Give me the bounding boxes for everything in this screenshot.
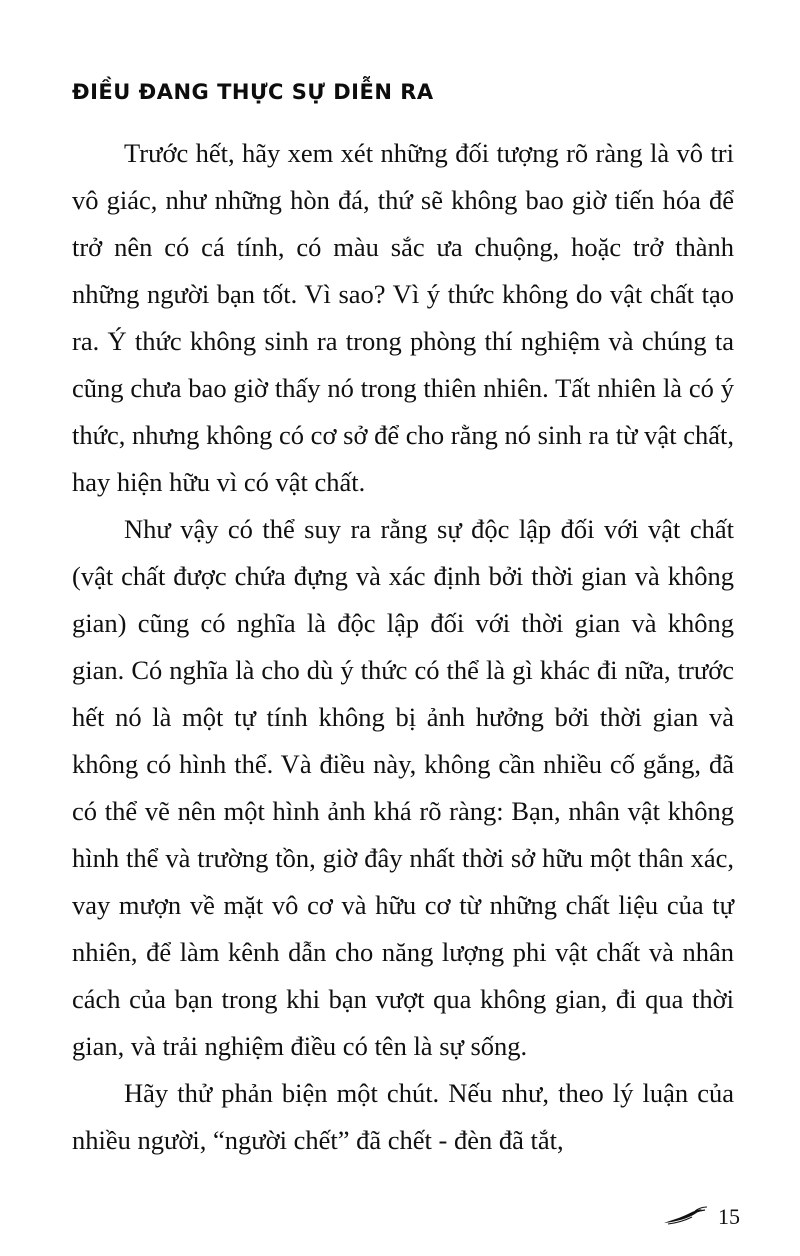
paragraph: Hãy thử phản biện một chút. Nếu như, theo lý luận của nhiều người, “người chết” đã chết - đèn đã tắt, [72, 1078, 734, 1155]
body-text [72, 130, 740, 1164]
page-number: 15 [718, 1204, 740, 1229]
paragraph: Như vậy có thể suy ra rằng sự độc lập đối với vật chất (vật chất được chứa đựng và xác định bởi thời gian và không gian) cũng có nghĩa là độc lập đối với thời gian và không gian. Có nghĩa là cho dù ý thức có thể là gì khác đi nữa, trước hết nó là một tự tính không bị ảnh hưởng bởi thời gian và không có hình thể. Và điều này, không cần nhiều cố gắng, đã có thể vẽ nên một hình ảnh khá rõ ràng: Bạn, nhân vật không hình thể và trường tồn, giờ đây nhất thời sở hữu một thân xác, vay mượn về mặt vô cơ và hữu cơ từ những chất liệu của tự nhiên, để làm kênh dẫn cho năng lượng phi vật chất và nhân cách của bạn trong khi bạn vượt qua không gian, đi qua thời gian, và trải nghiệm điều có tên là sự sống. [72, 514, 734, 1061]
flourish-ornament-icon [662, 1206, 708, 1228]
page-title: ĐIỀU ĐANG THỰC SỰ DIỄN RA [72, 80, 434, 104]
paragraph: Trước hết, hãy xem xét những đối tượng rõ ràng là vô tri vô giác, như những hòn đá, thứ sẽ không bao giờ tiến hóa để trở nên có cá tính, có màu sắc ưa chuộng, hoặc trở thành những người bạn tốt. Vì sao? Vì ý thức không do vật chất tạo ra. Ý thức không sinh ra trong phòng thí nghiệm và chúng ta cũng chưa bao giờ thấy nó trong thiên nhiên. Tất nhiên là có ý thức, nhưng không có cơ sở để cho rằng nó sinh ra từ vật chất, hay hiện hữu vì có vật chất. [72, 138, 734, 497]
page-footer [0, 1204, 740, 1230]
